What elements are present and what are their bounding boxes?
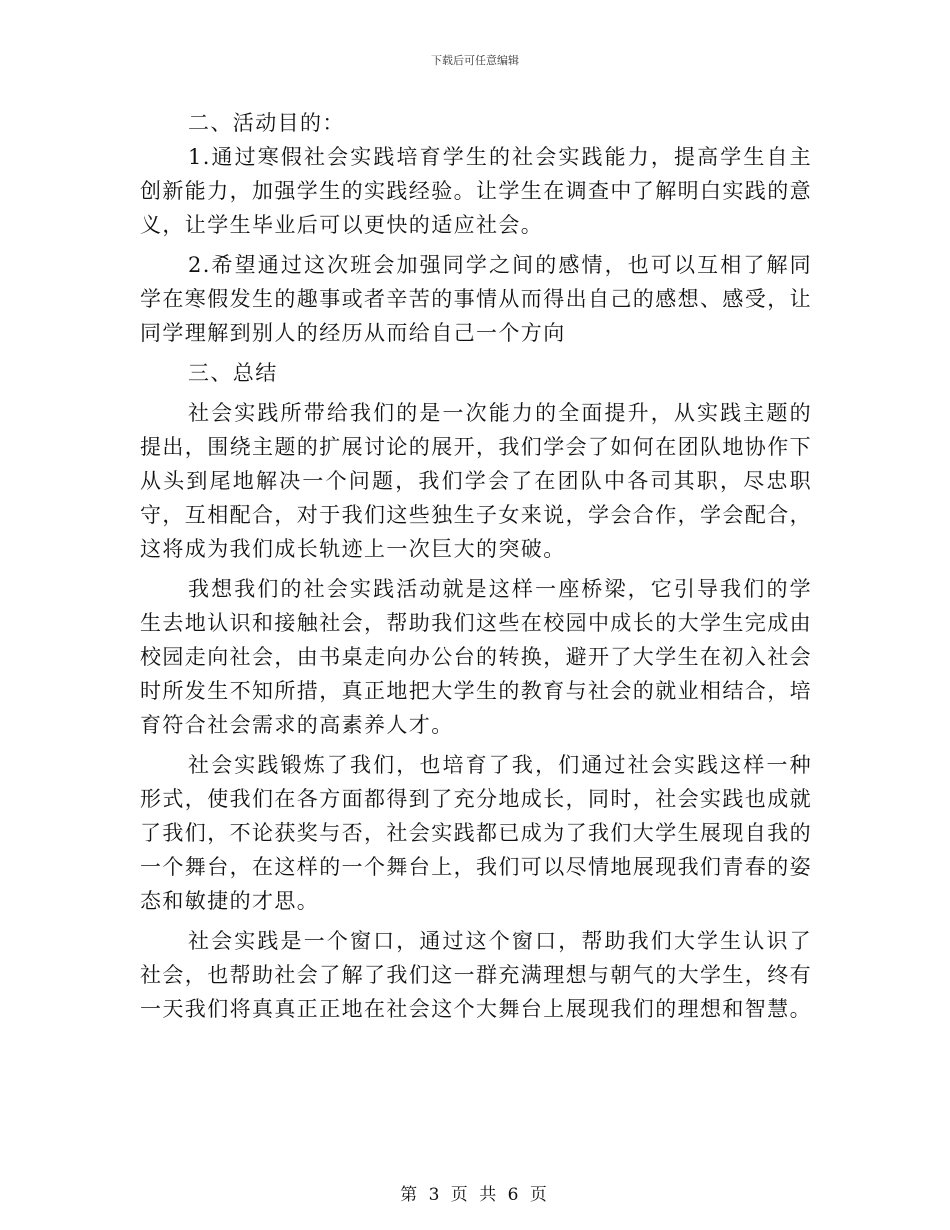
page-header-note: 下载后可任意编辑 <box>431 54 519 67</box>
summary-paragraph-4: 社会实践是一个窗口，通过这个窗口，帮助我们大学生认识了社会，也帮助社会了解了我们这一群充满理想与朝气的大学生，终有一天我们将真真正正地在社会这个大舞台上展现我们的理想和智慧。 <box>140 929 812 1021</box>
summary-paragraph-3: 社会实践锻炼了我们，也培育了我，们通过社会实践这样一种形式，使我们在各方面都得到了充分地成长，同时，社会实践也成就了我们，不论获奖与否，社会实践都已成为了我们大学生展现自我的一个舞台，在这样的一个舞台上，我们可以尽情地展现我们青春的姿态和敏捷的才思。 <box>140 753 812 913</box>
purpose-paragraph-2: 2.希望通过这次班会加强同学之间的感情，也可以互相了解同学在寒假发生的趣事或者辛苦的事情从而得出自己的感想、感受，让同学理解到别人的经历从而给自己一个方向 <box>140 253 812 345</box>
document-body <box>140 106 812 1026</box>
summary-paragraph-1: 社会实践所带给我们的是一次能力的全面提升，从实践主题的提出，围绕主题的扩展讨论的展开，我们学会了如何在团队地协作下从头到尾地解决一个问题，我们学会了在团队中各司其职，尽忠职守，互相配合，对于我们这些独生子女来说，学会合作，学会配合，这将成为我们成长轨迹上一次巨大的突破。 <box>140 401 812 561</box>
summary-paragraph-2: 我想我们的社会实践活动就是这样一座桥梁，它引导我们的学生去地认识和接触社会，帮助我们这些在校园中成长的大学生完成由校园走向社会，由书桌走向办公台的转换，避开了大学生在初入社会时所发生不知所措，真正地把大学生的教育与社会的就业相结合，培育符合社会需求的高素养人才。 <box>140 577 812 737</box>
section2-heading: 二、活动目的： <box>188 111 345 135</box>
page-number-footer: 第 3 页 共 6 页 <box>400 1185 550 1205</box>
purpose-paragraph-1: 1.通过寒假社会实践培育学生的社会实践能力，提高学生自主创新能力，加强学生的实践经验。让学生在调查中了解明白实践的意义，让学生毕业后可以更快的适应社会。 <box>140 145 812 237</box>
section3-heading: 三、总结 <box>188 361 278 385</box>
